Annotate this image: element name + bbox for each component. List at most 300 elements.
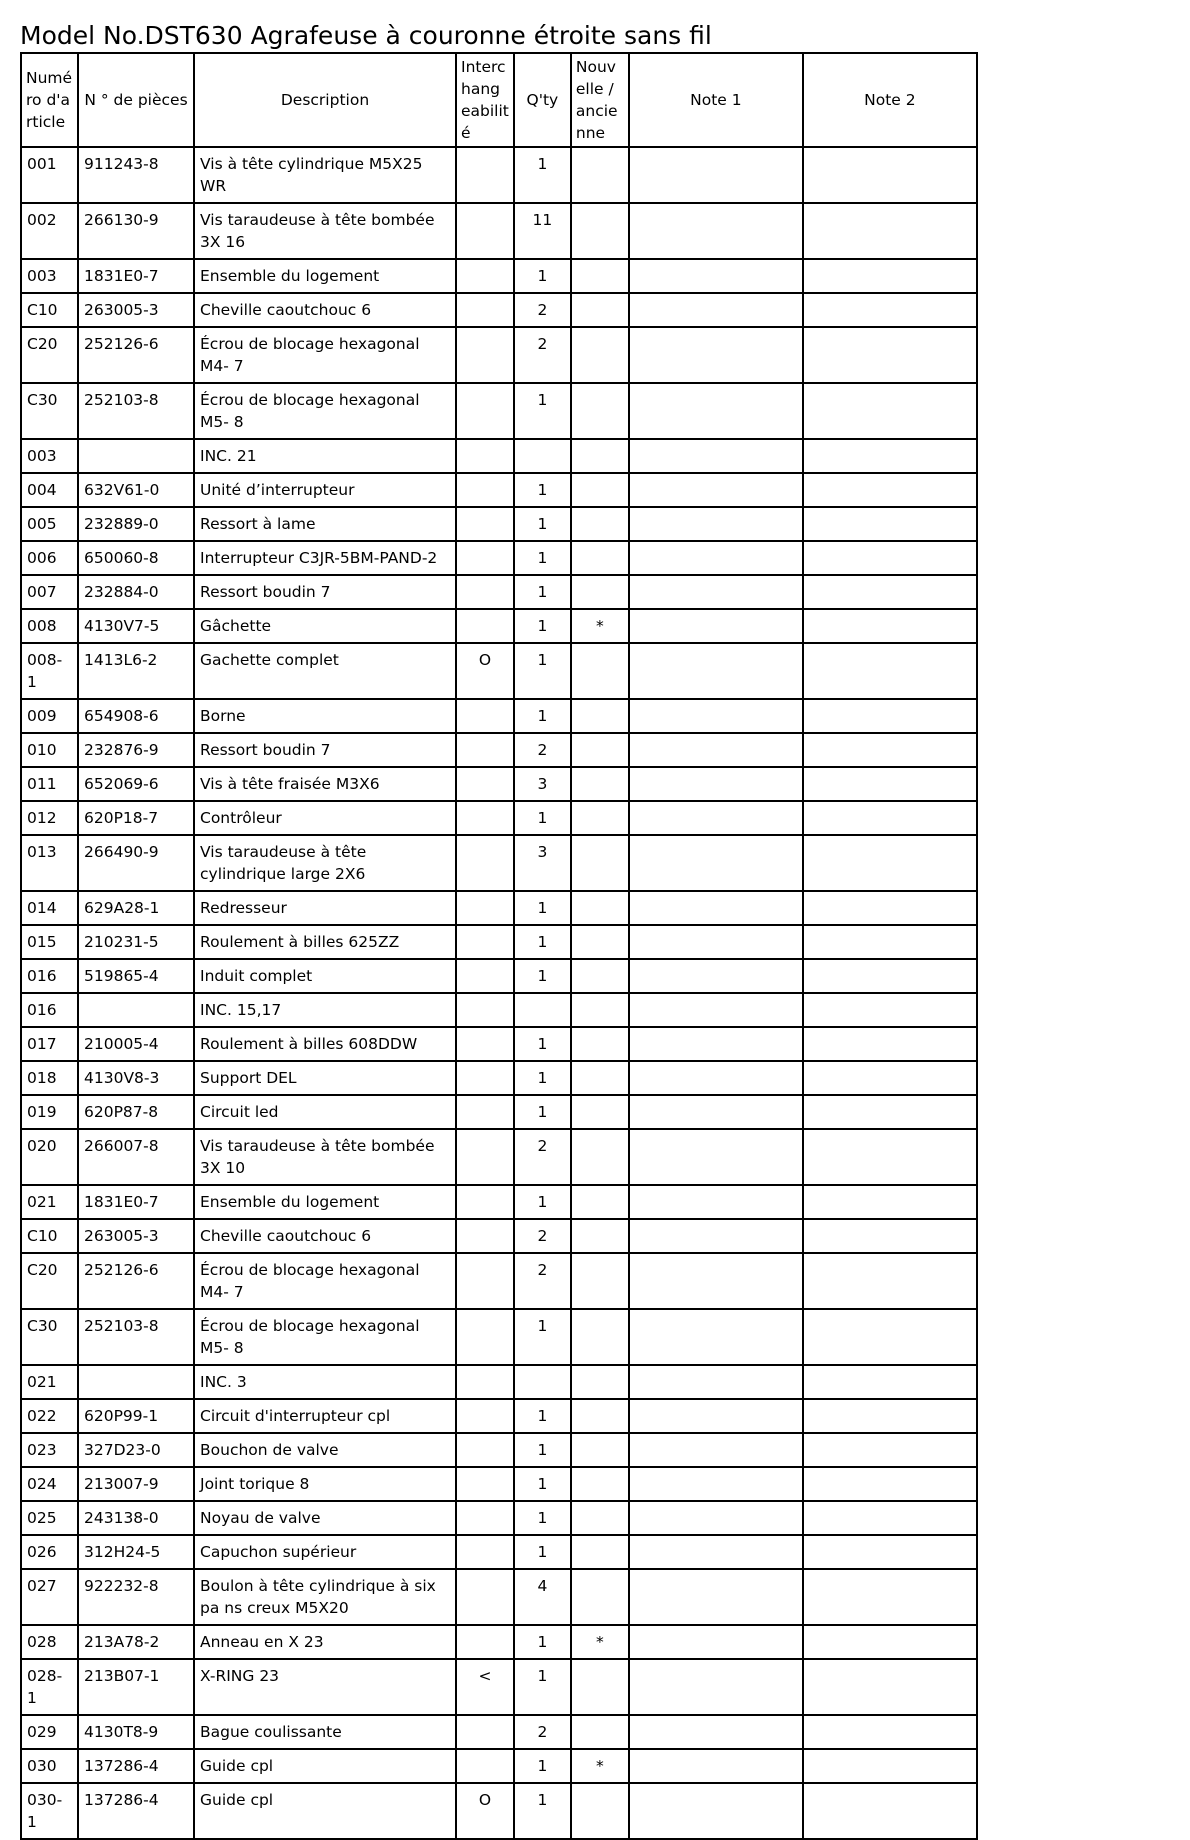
cell-note-2 [803, 699, 977, 733]
cell-item-number: 013 [21, 835, 78, 891]
cell-note-1 [629, 699, 803, 733]
cell-description: Circuit led [194, 1095, 456, 1129]
cell-note-1 [629, 1659, 803, 1715]
cell-item-number: 012 [21, 801, 78, 835]
cell-new-old [571, 1061, 629, 1095]
cell-note-1 [629, 609, 803, 643]
cell-note-2 [803, 507, 977, 541]
cell-new-old [571, 925, 629, 959]
table-row [21, 439, 977, 473]
cell-quantity: 1 [514, 507, 571, 541]
cell-note-1 [629, 473, 803, 507]
cell-note-2 [803, 147, 977, 203]
cell-part-number: 4130V8-3 [78, 1061, 194, 1095]
cell-interchangeability [456, 699, 514, 733]
cell-item-number: 028 [21, 1625, 78, 1659]
cell-part-number: 232876-9 [78, 733, 194, 767]
cell-note-2 [803, 1309, 977, 1365]
cell-note-1 [629, 1625, 803, 1659]
cell-new-old [571, 993, 629, 1027]
cell-description: Vis à tête cylindrique M5X25 WR [194, 147, 456, 203]
cell-item-number: 018 [21, 1061, 78, 1095]
cell-description: Vis à tête fraisée M3X6 [194, 767, 456, 801]
cell-note-1 [629, 993, 803, 1027]
cell-interchangeability [456, 1467, 514, 1501]
table-row [21, 1365, 977, 1399]
cell-description: Redresseur [194, 891, 456, 925]
cell-description: INC. 3 [194, 1365, 456, 1399]
header-note-2: Note 2 [803, 53, 977, 147]
cell-note-2 [803, 1467, 977, 1501]
cell-quantity: 1 [514, 1535, 571, 1569]
cell-note-2 [803, 891, 977, 925]
cell-interchangeability [456, 609, 514, 643]
table-row [21, 541, 977, 575]
cell-description: Induit complet [194, 959, 456, 993]
cell-description: Vis taraudeuse à tête bombée 3X 10 [194, 1129, 456, 1185]
table-row [21, 925, 977, 959]
cell-quantity: 1 [514, 1749, 571, 1783]
cell-item-number: 015 [21, 925, 78, 959]
cell-note-1 [629, 1185, 803, 1219]
cell-new-old [571, 259, 629, 293]
cell-interchangeability [456, 259, 514, 293]
cell-note-2 [803, 1399, 977, 1433]
cell-note-1 [629, 959, 803, 993]
cell-new-old [571, 1569, 629, 1625]
cell-interchangeability [456, 767, 514, 801]
cell-item-number: 010 [21, 733, 78, 767]
cell-note-2 [803, 1715, 977, 1749]
cell-note-2 [803, 801, 977, 835]
cell-part-number: 1831E0-7 [78, 1185, 194, 1219]
cell-quantity: 1 [514, 1467, 571, 1501]
table-row [21, 993, 977, 1027]
cell-item-number: 011 [21, 767, 78, 801]
cell-new-old [571, 643, 629, 699]
cell-description: Circuit d'interrupteur cpl [194, 1399, 456, 1433]
header-new-old: Nouv elle / ancie nne [571, 53, 629, 147]
table-row [21, 1253, 977, 1309]
cell-note-2 [803, 439, 977, 473]
cell-part-number: 654908-6 [78, 699, 194, 733]
cell-new-old [571, 1535, 629, 1569]
cell-part-number: 210231-5 [78, 925, 194, 959]
cell-quantity: 1 [514, 1399, 571, 1433]
cell-part-number [78, 993, 194, 1027]
cell-note-1 [629, 1129, 803, 1185]
cell-description: Borne [194, 699, 456, 733]
cell-quantity: 11 [514, 203, 571, 259]
cell-part-number: 519865-4 [78, 959, 194, 993]
cell-note-2 [803, 609, 977, 643]
cell-quantity: 3 [514, 835, 571, 891]
cell-new-old [571, 1253, 629, 1309]
cell-description: Contrôleur [194, 801, 456, 835]
cell-quantity: 1 [514, 959, 571, 993]
cell-interchangeability [456, 383, 514, 439]
cell-quantity: 1 [514, 609, 571, 643]
cell-note-2 [803, 959, 977, 993]
cell-interchangeability [456, 293, 514, 327]
cell-item-number: 007 [21, 575, 78, 609]
cell-note-2 [803, 1749, 977, 1783]
cell-new-old [571, 203, 629, 259]
cell-note-2 [803, 575, 977, 609]
table-row [21, 1569, 977, 1625]
cell-description: Roulement à billes 608DDW [194, 1027, 456, 1061]
cell-part-number: 312H24-5 [78, 1535, 194, 1569]
cell-new-old [571, 507, 629, 541]
cell-item-number: 003 [21, 439, 78, 473]
table-row [21, 733, 977, 767]
cell-item-number: C10 [21, 293, 78, 327]
cell-interchangeability [456, 1253, 514, 1309]
table-row [21, 473, 977, 507]
cell-description: Roulement à billes 625ZZ [194, 925, 456, 959]
table-row [21, 1433, 977, 1467]
cell-new-old [571, 1715, 629, 1749]
cell-new-old [571, 147, 629, 203]
cell-interchangeability [456, 1399, 514, 1433]
cell-note-2 [803, 1027, 977, 1061]
cell-quantity: 1 [514, 1433, 571, 1467]
cell-quantity: 1 [514, 891, 571, 925]
cell-interchangeability [456, 1715, 514, 1749]
table-row [21, 293, 977, 327]
cell-new-old [571, 1467, 629, 1501]
cell-part-number: 263005-3 [78, 1219, 194, 1253]
cell-item-number: 008 [21, 609, 78, 643]
table-row [21, 1783, 977, 1839]
cell-note-2 [803, 1253, 977, 1309]
cell-item-number: 019 [21, 1095, 78, 1129]
cell-note-1 [629, 643, 803, 699]
table-row [21, 383, 977, 439]
cell-quantity [514, 439, 571, 473]
cell-note-2 [803, 259, 977, 293]
cell-note-1 [629, 1365, 803, 1399]
cell-quantity: 1 [514, 473, 571, 507]
cell-interchangeability [456, 1569, 514, 1625]
cell-new-old: * [571, 1625, 629, 1659]
cell-note-2 [803, 767, 977, 801]
cell-description: Ensemble du logement [194, 1185, 456, 1219]
cell-description: Écrou de blocage hexagonal M5- 8 [194, 383, 456, 439]
header-note-1: Note 1 [629, 53, 803, 147]
table-row [21, 1061, 977, 1095]
cell-item-number: 017 [21, 1027, 78, 1061]
cell-description: Gachette complet [194, 643, 456, 699]
cell-quantity: 1 [514, 541, 571, 575]
cell-part-number: 137286-4 [78, 1783, 194, 1839]
cell-description: Guide cpl [194, 1783, 456, 1839]
cell-note-2 [803, 1433, 977, 1467]
cell-item-number: 016 [21, 959, 78, 993]
cell-quantity: 1 [514, 1501, 571, 1535]
cell-new-old [571, 1185, 629, 1219]
cell-item-number: 004 [21, 473, 78, 507]
cell-quantity: 1 [514, 1027, 571, 1061]
cell-note-1 [629, 1095, 803, 1129]
table-row [21, 835, 977, 891]
cell-note-2 [803, 1783, 977, 1839]
cell-part-number: 213B07-1 [78, 1659, 194, 1715]
cell-new-old [571, 1365, 629, 1399]
cell-part-number: 213A78-2 [78, 1625, 194, 1659]
cell-item-number: 020 [21, 1129, 78, 1185]
cell-item-number: C20 [21, 1253, 78, 1309]
cell-note-1 [629, 1749, 803, 1783]
cell-note-1 [629, 203, 803, 259]
header-quantity: Q'ty [514, 53, 571, 147]
table-row [21, 1129, 977, 1185]
cell-note-2 [803, 327, 977, 383]
cell-note-1 [629, 575, 803, 609]
cell-interchangeability [456, 1749, 514, 1783]
table-row [21, 1399, 977, 1433]
cell-note-2 [803, 473, 977, 507]
parts-table-body [21, 147, 977, 1839]
cell-quantity: 2 [514, 1129, 571, 1185]
cell-quantity: 1 [514, 1783, 571, 1839]
cell-item-number: 001 [21, 147, 78, 203]
cell-note-2 [803, 1061, 977, 1095]
cell-part-number: 266490-9 [78, 835, 194, 891]
cell-description: INC. 15,17 [194, 993, 456, 1027]
cell-part-number: 232884-0 [78, 575, 194, 609]
cell-part-number: 210005-4 [78, 1027, 194, 1061]
cell-new-old [571, 1501, 629, 1535]
table-row [21, 891, 977, 925]
cell-quantity [514, 993, 571, 1027]
cell-description: Vis taraudeuse à tête cylindrique large 2X6 [194, 835, 456, 891]
cell-interchangeability [456, 1129, 514, 1185]
parts-table [20, 52, 978, 1840]
cell-interchangeability [456, 541, 514, 575]
cell-interchangeability [456, 1061, 514, 1095]
cell-part-number [78, 1365, 194, 1399]
cell-interchangeability [456, 925, 514, 959]
cell-note-1 [629, 1467, 803, 1501]
cell-note-1 [629, 1535, 803, 1569]
cell-note-1 [629, 327, 803, 383]
cell-description: Boulon à tête cylindrique à six pa ns creux M5X20 [194, 1569, 456, 1625]
cell-new-old: * [571, 609, 629, 643]
cell-quantity: 1 [514, 259, 571, 293]
table-row [21, 699, 977, 733]
cell-description: Écrou de blocage hexagonal M5- 8 [194, 1309, 456, 1365]
cell-quantity: 4 [514, 1569, 571, 1625]
cell-interchangeability [456, 203, 514, 259]
cell-interchangeability [456, 891, 514, 925]
table-row [21, 801, 977, 835]
cell-item-number: 021 [21, 1185, 78, 1219]
cell-description: Anneau en X 23 [194, 1625, 456, 1659]
cell-part-number: 652069-6 [78, 767, 194, 801]
cell-part-number: 650060-8 [78, 541, 194, 575]
cell-description: Écrou de blocage hexagonal M4- 7 [194, 327, 456, 383]
cell-description: Ressort à lame [194, 507, 456, 541]
cell-note-1 [629, 541, 803, 575]
table-row [21, 327, 977, 383]
cell-note-2 [803, 1129, 977, 1185]
cell-part-number: 922232-8 [78, 1569, 194, 1625]
cell-new-old [571, 575, 629, 609]
cell-note-2 [803, 1365, 977, 1399]
cell-interchangeability: O [456, 643, 514, 699]
cell-quantity: 1 [514, 575, 571, 609]
cell-new-old: * [571, 1749, 629, 1783]
cell-part-number: 232889-0 [78, 507, 194, 541]
cell-note-2 [803, 643, 977, 699]
table-row [21, 643, 977, 699]
cell-quantity: 1 [514, 383, 571, 439]
cell-description: Interrupteur C3JR-5BM-PAND-2 [194, 541, 456, 575]
cell-quantity: 1 [514, 699, 571, 733]
cell-description: Écrou de blocage hexagonal M4- 7 [194, 1253, 456, 1309]
cell-note-1 [629, 1433, 803, 1467]
cell-description: X-RING 23 [194, 1659, 456, 1715]
cell-note-1 [629, 733, 803, 767]
table-row [21, 1309, 977, 1365]
table-row [21, 609, 977, 643]
cell-new-old [571, 801, 629, 835]
cell-quantity: 3 [514, 767, 571, 801]
cell-description: Cheville caoutchouc 6 [194, 293, 456, 327]
cell-quantity: 1 [514, 1095, 571, 1129]
cell-note-1 [629, 439, 803, 473]
cell-item-number: C10 [21, 1219, 78, 1253]
cell-new-old [571, 1129, 629, 1185]
cell-quantity: 1 [514, 1309, 571, 1365]
cell-interchangeability [456, 1309, 514, 1365]
cell-part-number: 327D23-0 [78, 1433, 194, 1467]
cell-interchangeability [456, 1625, 514, 1659]
cell-item-number: 006 [21, 541, 78, 575]
cell-quantity: 2 [514, 1253, 571, 1309]
cell-item-number: 003 [21, 259, 78, 293]
cell-new-old [571, 891, 629, 925]
header-description: Description [194, 53, 456, 147]
cell-interchangeability [456, 327, 514, 383]
cell-interchangeability [456, 1433, 514, 1467]
cell-new-old [571, 1095, 629, 1129]
cell-item-number: 024 [21, 1467, 78, 1501]
cell-note-2 [803, 1569, 977, 1625]
cell-note-1 [629, 891, 803, 925]
cell-quantity: 1 [514, 801, 571, 835]
table-row [21, 575, 977, 609]
cell-interchangeability [456, 473, 514, 507]
table-row [21, 767, 977, 801]
cell-new-old [571, 1399, 629, 1433]
table-row [21, 1185, 977, 1219]
cell-interchangeability [456, 439, 514, 473]
cell-part-number: 252103-8 [78, 383, 194, 439]
cell-new-old [571, 959, 629, 993]
cell-note-2 [803, 993, 977, 1027]
cell-description: Support DEL [194, 1061, 456, 1095]
cell-part-number: 213007-9 [78, 1467, 194, 1501]
cell-description: Noyau de valve [194, 1501, 456, 1535]
cell-note-1 [629, 1253, 803, 1309]
cell-description: Capuchon supérieur [194, 1535, 456, 1569]
cell-note-1 [629, 1783, 803, 1839]
cell-interchangeability [456, 147, 514, 203]
cell-quantity: 2 [514, 733, 571, 767]
table-row [21, 959, 977, 993]
cell-note-2 [803, 1535, 977, 1569]
cell-quantity: 2 [514, 293, 571, 327]
cell-new-old [571, 1027, 629, 1061]
cell-description: Guide cpl [194, 1749, 456, 1783]
cell-part-number: 620P18-7 [78, 801, 194, 835]
cell-new-old [571, 1219, 629, 1253]
cell-quantity [514, 1365, 571, 1399]
cell-interchangeability [456, 1027, 514, 1061]
cell-description: INC. 21 [194, 439, 456, 473]
cell-interchangeability [456, 993, 514, 1027]
cell-note-1 [629, 1219, 803, 1253]
cell-note-1 [629, 925, 803, 959]
cell-new-old [571, 733, 629, 767]
table-row [21, 1749, 977, 1783]
cell-item-number: 025 [21, 1501, 78, 1535]
cell-part-number: 632V61-0 [78, 473, 194, 507]
cell-new-old [571, 1309, 629, 1365]
cell-part-number: 252126-6 [78, 1253, 194, 1309]
cell-item-number: 030 [21, 1749, 78, 1783]
cell-interchangeability [456, 1185, 514, 1219]
cell-note-1 [629, 835, 803, 891]
cell-interchangeability [456, 507, 514, 541]
cell-quantity: 1 [514, 925, 571, 959]
cell-part-number [78, 439, 194, 473]
cell-quantity: 1 [514, 643, 571, 699]
cell-item-number: 028-1 [21, 1659, 78, 1715]
cell-note-2 [803, 541, 977, 575]
cell-item-number: 023 [21, 1433, 78, 1467]
cell-note-1 [629, 801, 803, 835]
cell-description: Joint torique 8 [194, 1467, 456, 1501]
cell-part-number: 243138-0 [78, 1501, 194, 1535]
cell-quantity: 2 [514, 1219, 571, 1253]
cell-item-number: 030-1 [21, 1783, 78, 1839]
cell-quantity: 1 [514, 1659, 571, 1715]
cell-item-number: C30 [21, 1309, 78, 1365]
cell-interchangeability [456, 1095, 514, 1129]
cell-interchangeability [456, 1219, 514, 1253]
table-row [21, 1625, 977, 1659]
cell-new-old [571, 1433, 629, 1467]
cell-part-number: 252103-8 [78, 1309, 194, 1365]
table-header-row [21, 53, 977, 147]
cell-description: Bague coulissante [194, 1715, 456, 1749]
cell-interchangeability [456, 575, 514, 609]
cell-new-old [571, 473, 629, 507]
cell-interchangeability [456, 835, 514, 891]
cell-note-1 [629, 383, 803, 439]
cell-part-number: 4130V7-5 [78, 609, 194, 643]
cell-item-number: 022 [21, 1399, 78, 1433]
cell-note-1 [629, 1061, 803, 1095]
table-row [21, 1219, 977, 1253]
table-row [21, 1715, 977, 1749]
table-row [21, 507, 977, 541]
cell-description: Cheville caoutchouc 6 [194, 1219, 456, 1253]
cell-interchangeability [456, 801, 514, 835]
